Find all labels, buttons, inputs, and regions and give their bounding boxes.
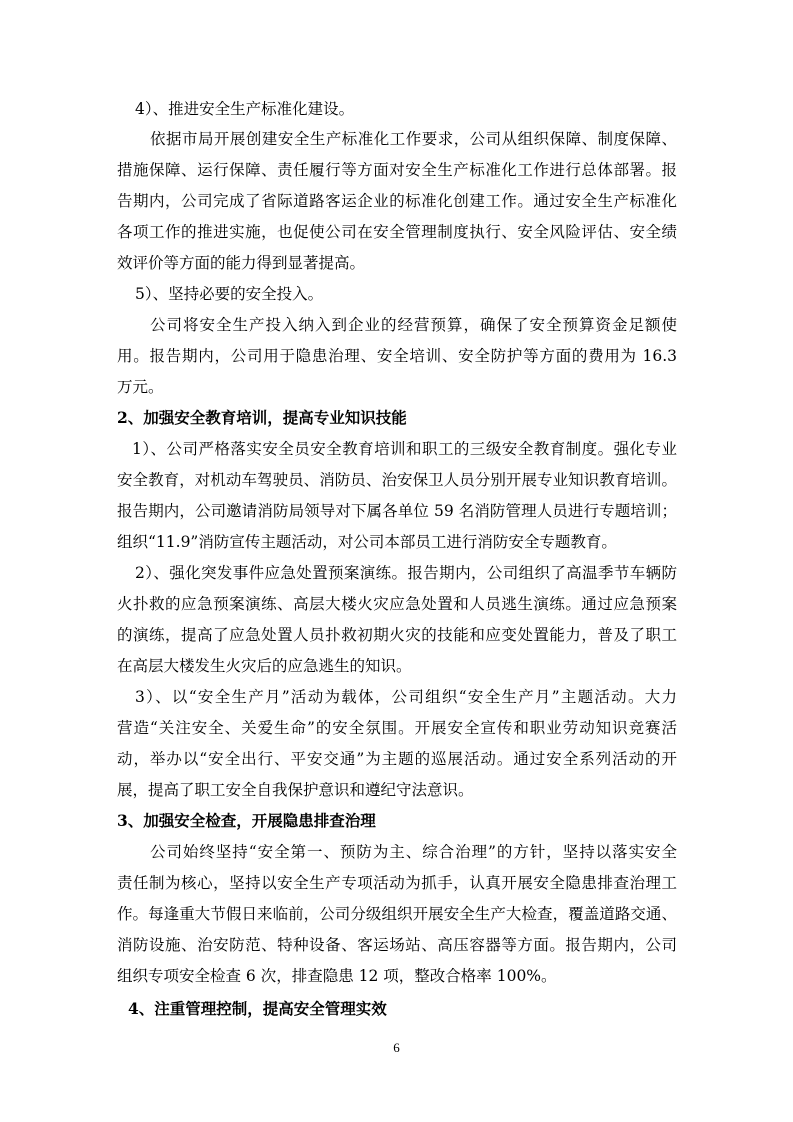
section-2-heading: 2、加强安全教育培训，提高专业知识技能 [117,408,407,427]
paragraph-line: 展，提高了职工安全自我保护意识和遵纪守法意识。 [117,781,474,799]
paragraph-line: 报告期内，公司邀请消防局领导对下属各单位 59 名消防管理人员进行专题培训； [117,502,677,520]
paragraph-line: 责任制为核心，坚持以安全生产专项活动为抓手，认真开展安全隐患排查治理工 [117,874,677,892]
paragraph-line: 的演练，提高了应急处置人员扑救初期火灾的技能和应变处置能力，普及了职工 [117,626,677,644]
item-4-heading: 4）、推进安全生产标准化建设。 [135,100,355,118]
paragraph-line: 万元。 [117,378,164,396]
paragraph-line: 各项工作的推进实施，也促使公司在安全管理制度执行、安全风险评估、安全绩 [117,223,677,241]
paragraph-line: 2）、强化突发事件应急处置预案演练。报告期内，公司组织了高温季节车辆防 [135,564,677,582]
paragraph-line: 公司始终坚持“安全第一、预防为主、综合治理”的方针，坚持以落实安全 [150,843,677,861]
paragraph-line: 营造“关注安全、关爱生命”的安全氛围。开展安全宣传和职业劳动知识竞赛活 [117,719,677,737]
paragraph-line: 火扑救的应急预案演练、高层大楼火灾应急处置和人员逃生演练。通过应急预案 [117,595,677,613]
paragraph-line: 组织“11.9”消防宣传主题活动，对公司本部员工进行消防安全专题教育。 [117,533,617,551]
section-3-heading: 3、加强安全检查，开展隐患排查治理 [117,811,376,830]
paragraph-line: 1）、公司严格落实安全员安全教育培训和职工的三级安全教育制度。强化专业 [132,440,677,458]
item-5-heading: 5）、坚持必要的安全投入。 [135,285,324,303]
page-number: 6 [393,1040,400,1055]
paragraph-line: 在高层大楼发生火灾后的应急逃生的知识。 [117,657,412,675]
paragraph-line: 告期内，公司完成了省际道路客运企业的标准化创建工作。通过安全生产标准化 [117,192,677,210]
paragraph-line: 动，举办以“安全出行、平安交通”为主题的巡展活动。通过安全系列活动的开 [117,750,677,768]
paragraph-line: 消防设施、治安防范、特种设备、客运场站、高压容器等方面。报告期内，公司 [117,936,677,954]
paragraph-line: 3）、以“安全生产月”活动为载体，公司组织“安全生产月”主题活动。大力 [135,688,677,706]
paragraph-line: 组织专项安全检查 6 次，排查隐患 12 项，整改合格率 100%。 [117,967,557,985]
paragraph-line: 作。每逢重大节假日来临前，公司分级组织开展安全生产大检查，覆盖道路交通、 [117,905,677,923]
paragraph-line: 依据市局开展创建安全生产标准化工作要求，公司从组织保障、制度保障、 [150,130,677,148]
paragraph-line: 安全教育，对机动车驾驶员、消防员、治安保卫人员分别开展专业知识教育培训。 [117,471,677,489]
paragraph-line: 效评价等方面的能力得到显著提高。 [117,254,366,272]
paragraph-line: 用。报告期内，公司用于隐患治理、安全培训、安全防护等方面的费用为 16.3 [117,347,677,365]
section-4-heading: 4、注重管理控制，提高安全管理实效 [128,999,387,1018]
paragraph-line: 公司将安全生产投入纳入到企业的经营预算，确保了安全预算资金足额使 [150,316,677,334]
paragraph-line: 措施保障、运行保障、责任履行等方面对安全生产标准化工作进行总体部署。报 [117,161,677,179]
